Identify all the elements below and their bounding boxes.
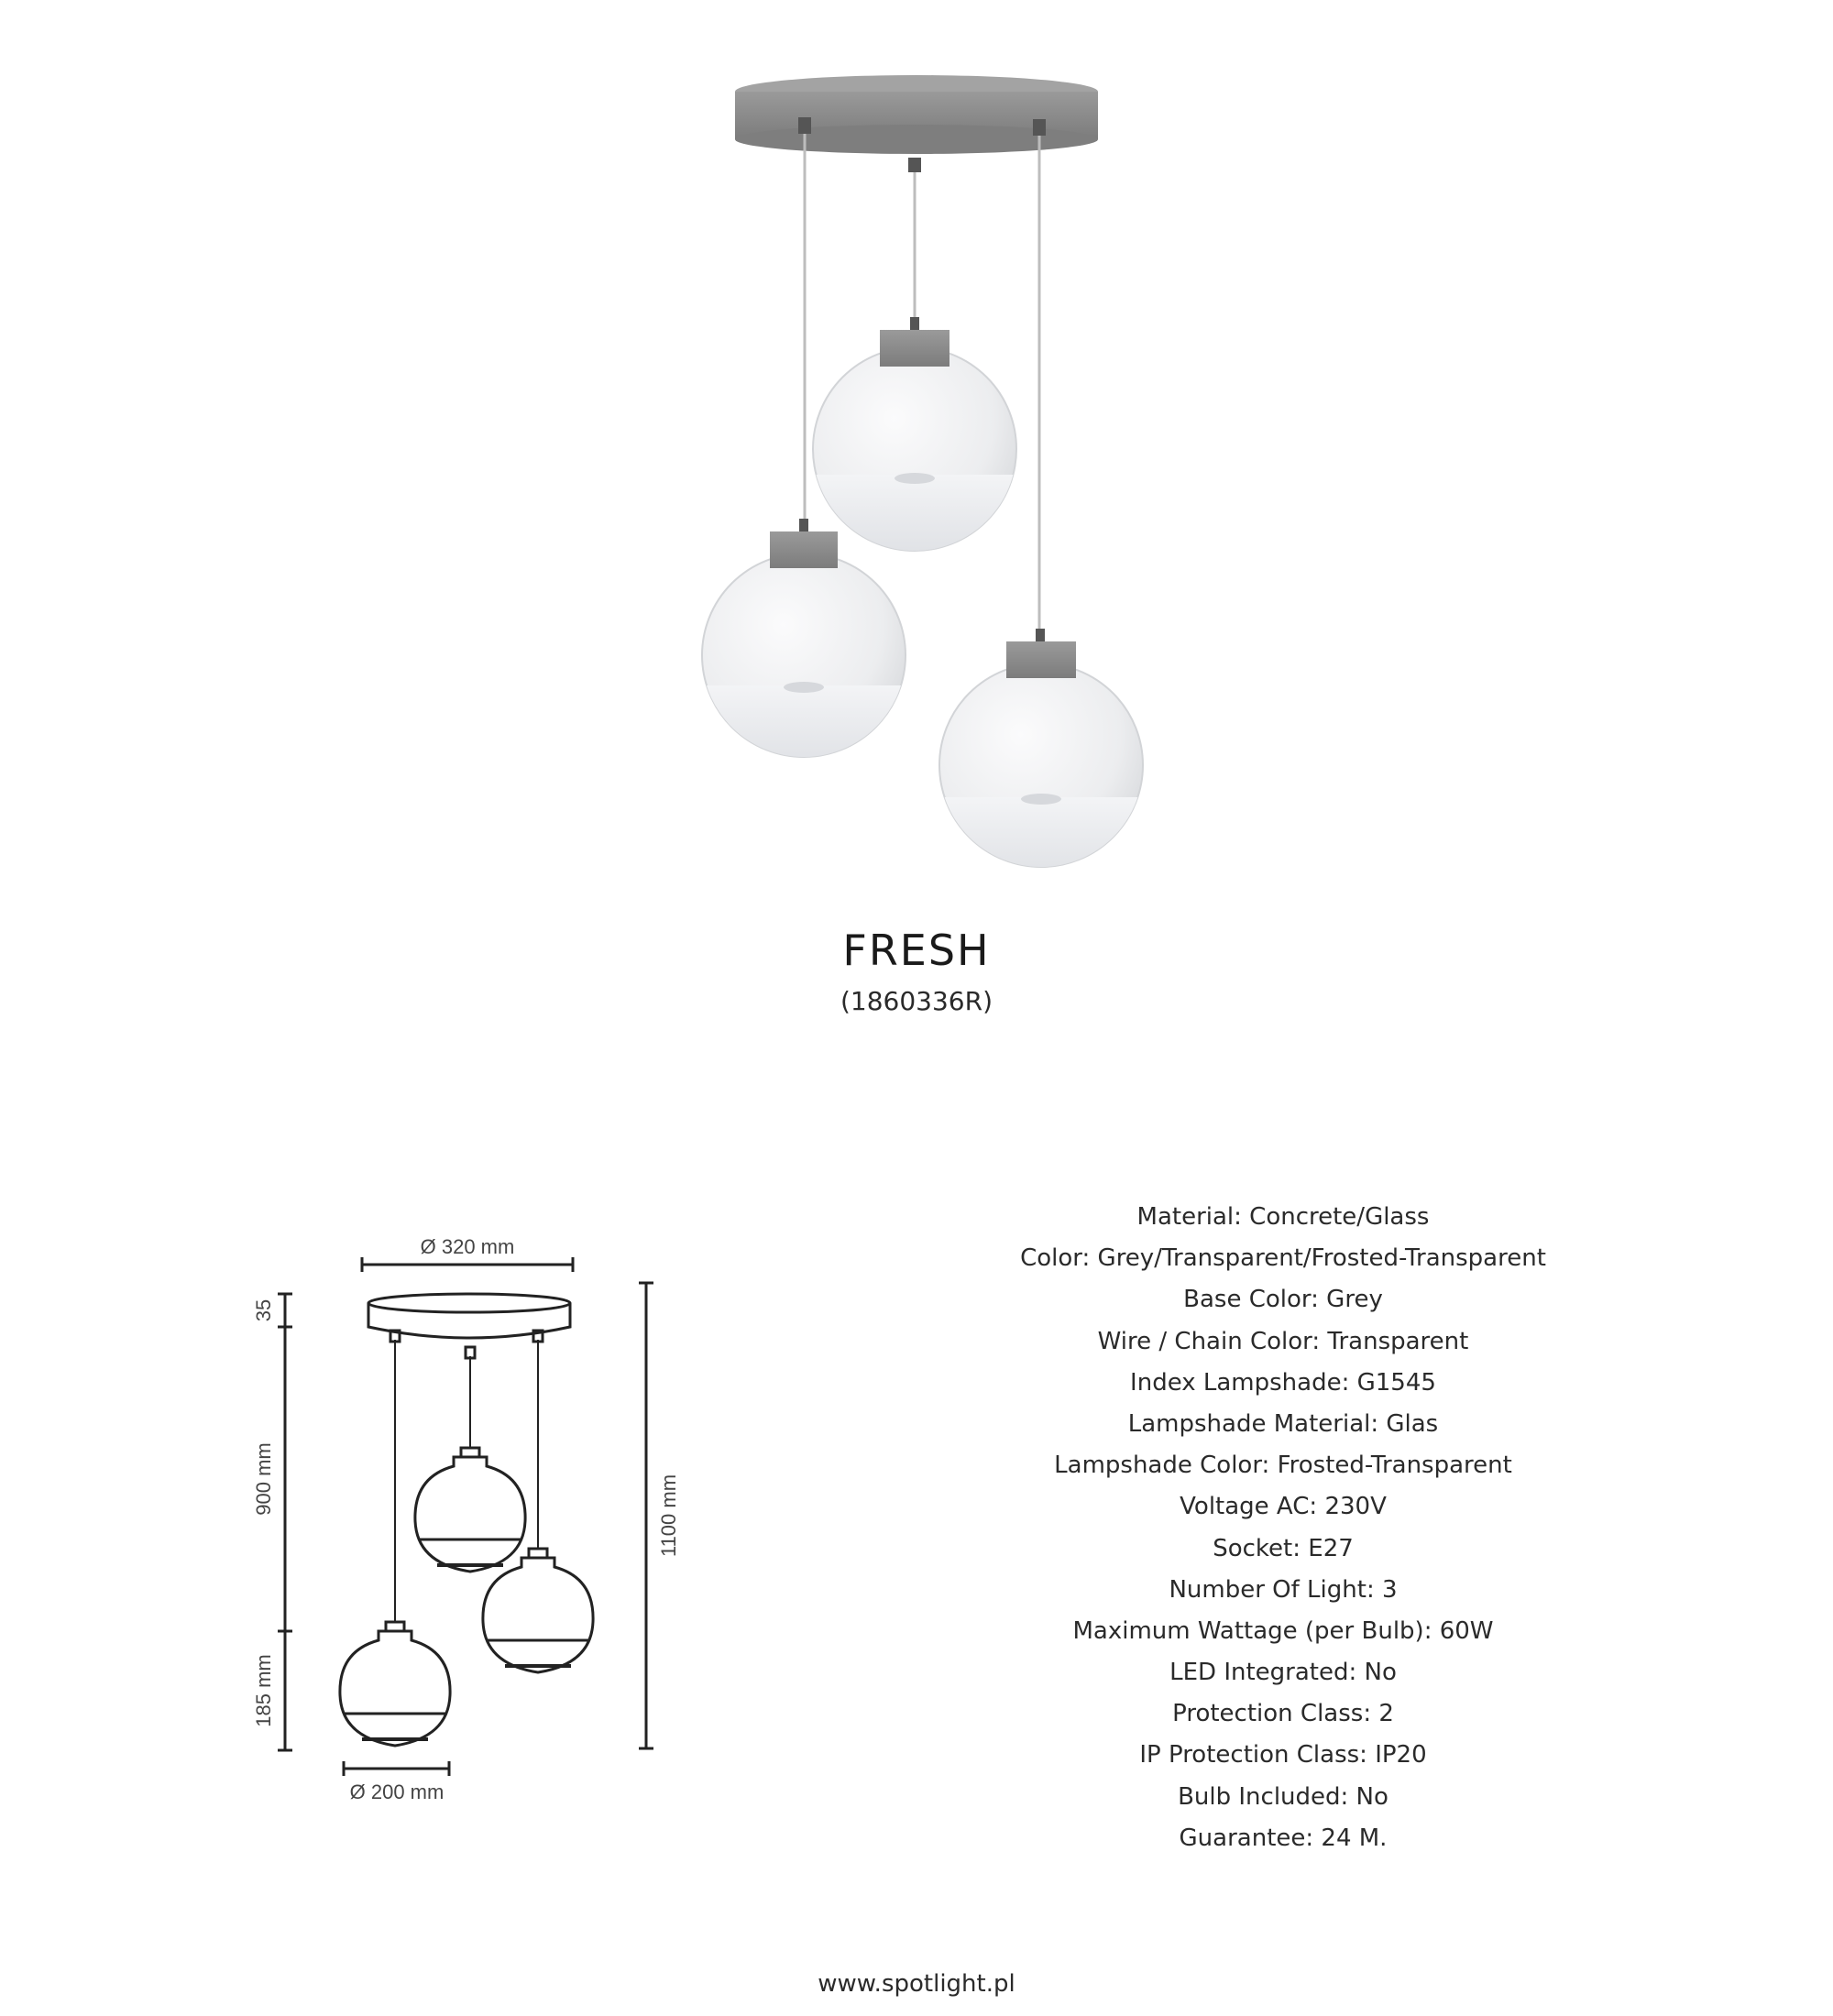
spec-voltage: Voltage AC: 230V (1180, 1493, 1387, 1521)
spec-wire-color: Wire / Chain Color: Transparent (1097, 1327, 1469, 1355)
spec-lampshade-material: Lampshade Material: Glas (1127, 1409, 1439, 1438)
glass-shade-right (933, 641, 1153, 880)
dimension-drawing (234, 1219, 710, 1814)
spec-list (962, 1197, 1604, 1859)
base-height-label: 35 (252, 1298, 275, 1322)
spec-socket: Socket: E27 (1213, 1534, 1354, 1562)
spec-max-wattage: Maximum Wattage (per Bulb): 60W (1072, 1616, 1494, 1645)
total-height-label: 1100 mm (657, 1474, 680, 1558)
spec-ip-class: IP Protection Class: IP20 (1139, 1741, 1427, 1769)
spec-index-lampshade: Index Lampshade: G1545 (1130, 1368, 1436, 1397)
shade-height-label: 185 mm (252, 1654, 275, 1727)
glass-shade-left (697, 531, 916, 768)
product-name: FRESH (842, 926, 991, 975)
spec-bulb-included: Bulb Included: No (1178, 1782, 1388, 1811)
spec-lampshade-color: Lampshade Color: Frosted-Transparent (1054, 1452, 1512, 1480)
product-photo (678, 46, 1155, 880)
top-diameter-label: Ø 320 mm (420, 1235, 515, 1258)
cable-length-label: 900 mm (252, 1442, 275, 1516)
spec-color: Color: Grey/Transparent/Frosted-Transparent (1020, 1244, 1546, 1273)
shade-diameter-label: Ø 200 mm (349, 1780, 445, 1803)
product-code: (1860336R) (840, 986, 993, 1016)
spec-guarantee: Guarantee: 24 M. (1179, 1824, 1388, 1852)
website-link[interactable]: www.spotlight.pl (818, 1970, 1015, 1998)
spec-number-of-light: Number Of Light: 3 (1169, 1575, 1398, 1604)
spec-base-color: Base Color: Grey (1183, 1286, 1383, 1314)
spec-material: Material: Concrete/Glass (1136, 1203, 1430, 1231)
ceiling-canopy (735, 75, 1098, 154)
spec-led-integrated: LED Integrated: No (1169, 1659, 1397, 1687)
glass-shade-middle (807, 330, 1026, 557)
spec-protection-class: Protection Class: 2 (1172, 1700, 1394, 1728)
